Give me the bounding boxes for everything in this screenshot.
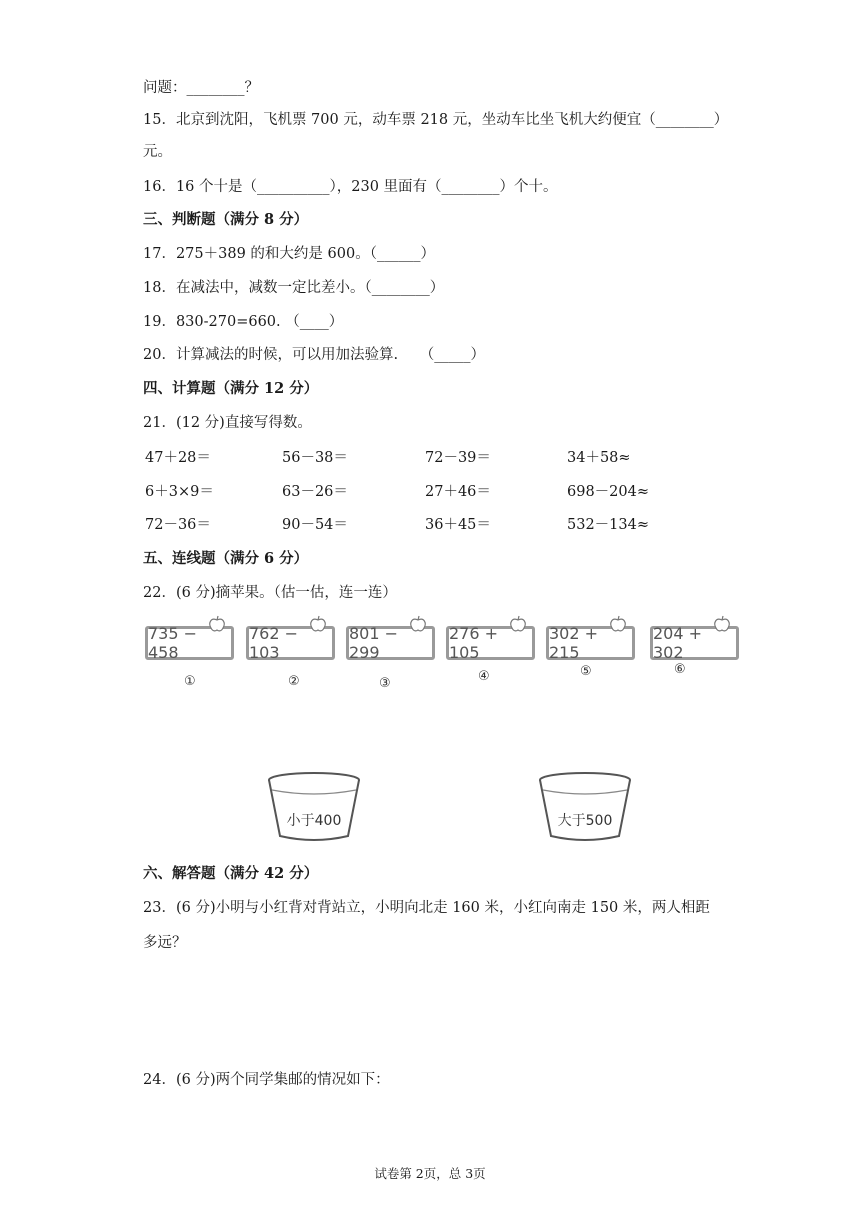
basket-less-than-400[interactable] [266,770,362,848]
basket-greater-than-500[interactable] [537,770,633,848]
card-number: ① [184,674,196,689]
q23-text-cont: 多远？ [143,935,187,951]
calc-item: 72－36＝ [145,517,211,533]
q18-text: 18．在减法中，减数一定比差小。（________） [143,280,445,296]
section-6-heading: 六、解答题（满分 42 分） [143,865,319,882]
apple-card[interactable] [650,626,739,660]
apple-icon [207,615,227,633]
calc-item: 90－54＝ [282,517,348,533]
calc-item: 27＋46＝ [425,484,491,500]
card-number: ② [288,674,300,689]
calc-item: 34＋58≈ [567,450,631,466]
apple-card[interactable] [446,626,535,660]
q16-text: 16．16 个十是（__________），230 里面有（________）个十。 [143,179,558,195]
page-footer: 试卷第 2页，总 3页 [374,1166,486,1181]
section-3-heading: 三、判断题（满分 8 分） [143,211,309,228]
card-number: ⑤ [580,664,592,679]
calc-item: 72－39＝ [425,450,491,466]
q15-text-cont: 元。 [143,144,172,160]
calc-item: 56－38＝ [282,450,348,466]
q19-text: 19．830-270=660. （____） [143,314,344,330]
q23-text: 23．(6 分)小明与小红背对背站立，小明向北走 160 米，小红向南走 150 米，两人相距 [143,900,710,916]
calc-item: 532－134≈ [567,517,650,533]
apple-card-expression: 302 + 215 [549,624,599,662]
apple-card-expression: 801 − 299 [349,624,399,662]
q14-tail: 问题：________？ [143,80,259,96]
apple-card[interactable] [246,626,335,660]
apple-icon [608,615,628,633]
apple-card[interactable] [145,626,234,660]
apple-icon [508,615,528,633]
apple-card[interactable] [346,626,435,660]
calc-item: 47＋28＝ [145,450,211,466]
q24-text: 24．(6 分)两个同学集邮的情况如下： [143,1072,390,1088]
calc-item: 698－204≈ [567,484,650,500]
apple-icon [408,615,428,633]
section-4-heading: 四、计算题（满分 12 分） [143,380,319,397]
apple-icon [308,615,328,633]
calc-item: 6＋3×9＝ [145,484,214,500]
basket-icon [266,770,362,844]
q20-text: 20．计算减法的时候，可以用加法验算. （_____） [143,347,486,363]
basket-label: 大于500 [557,813,613,829]
apple-card-expression: 735 − 458 [148,624,198,662]
section-5-heading: 五、连线题（满分 6 分） [143,550,309,567]
q17-text: 17．275＋389 的和大约是 600。（______） [143,246,435,262]
apple-card-expression: 276 + 105 [449,624,499,662]
apple-card[interactable] [546,626,635,660]
basket-label: 小于400 [286,813,342,829]
q22-text: 22．(6 分)摘苹果。（估一估，连一连） [143,585,397,601]
card-number: ③ [379,676,391,691]
basket-icon [537,770,633,844]
apple-icon [712,615,732,633]
q21-text: 21．(12 分)直接写得数。 [143,415,312,431]
card-number: ④ [478,669,490,684]
calc-item: 63－26＝ [282,484,348,500]
apple-card-expression: 762 − 103 [249,624,299,662]
card-number: ⑥ [674,662,686,677]
apple-card-expression: 204 + 302 [653,624,703,662]
calc-item: 36＋45＝ [425,517,491,533]
q15-text: 15．北京到沈阳，飞机票 700 元，动车票 218 元，坐动车比坐飞机大约便宜（________） [143,112,729,128]
